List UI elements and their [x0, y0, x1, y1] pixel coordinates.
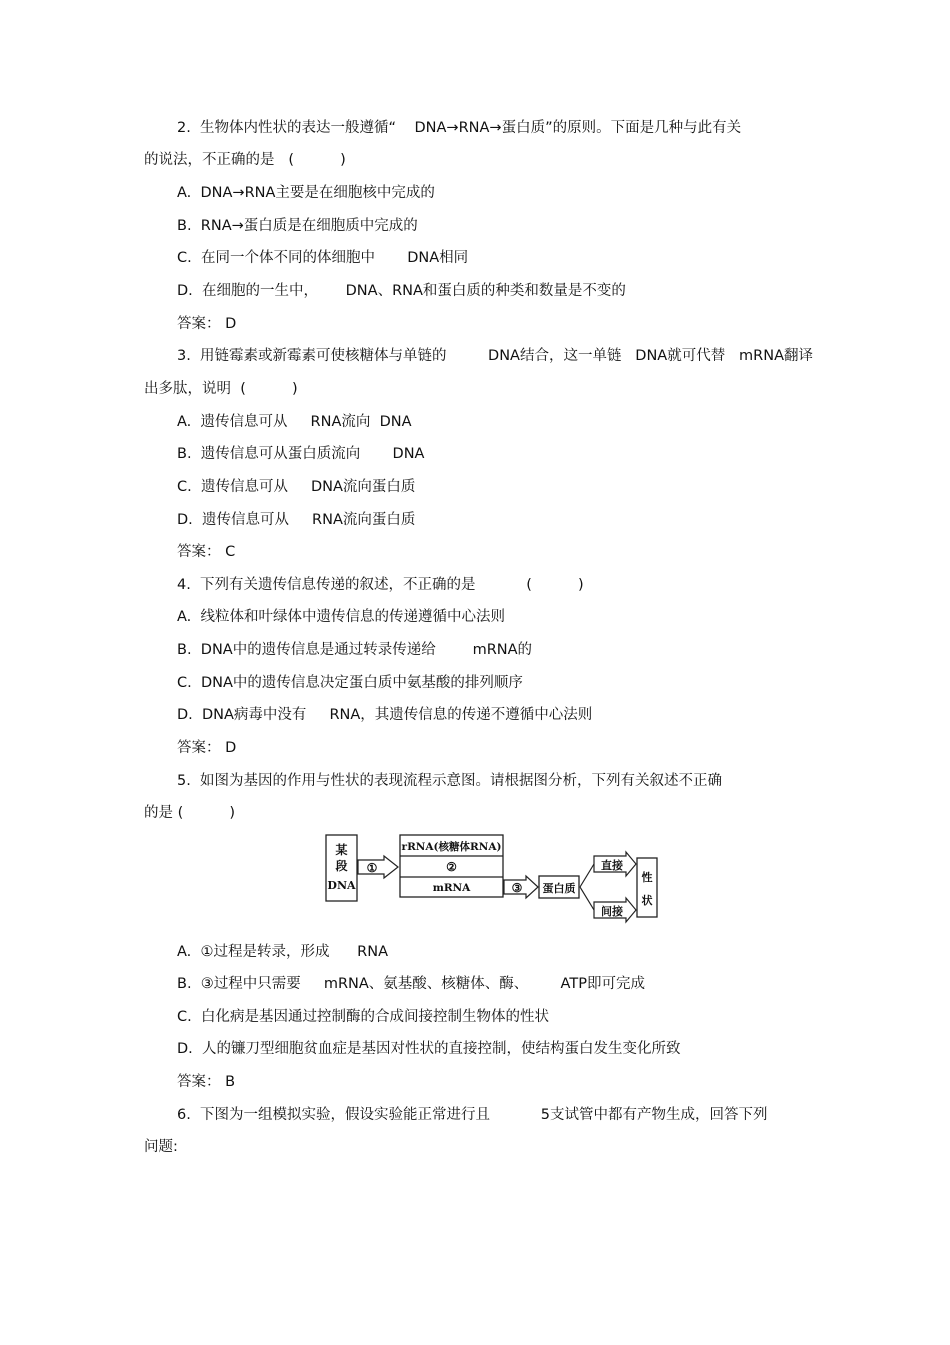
- q2-answer: 答案： D: [177, 316, 237, 332]
- q4-option-c: C. DNA中的遗传信息决定蛋白质中氨基酸的排列顺序: [177, 675, 523, 691]
- q5-option-a: A. ①过程是转录，形成 RNA: [177, 944, 388, 960]
- q3-stem-line2: 出多肽，说明 ( ): [144, 381, 298, 397]
- q3-option-c: C. 遗传信息可从 DNA流向蛋白质: [177, 479, 416, 495]
- mrna-label: mRNA: [432, 882, 471, 894]
- gene-expression-flow-diagram: [320, 828, 665, 924]
- rrna-label: rRNA(核糖体RNA): [401, 841, 502, 853]
- q5-option-c: C. 白化病是基因通过控制酶的合成间接控制生物体的性状: [177, 1009, 549, 1025]
- q4-option-d: D. DNA病毒中没有 RNA，其遗传信息的传递不遵循中心法则: [177, 707, 593, 723]
- arrow-step1: [358, 856, 398, 878]
- direct-label: 直接: [601, 859, 623, 872]
- q5-stem-line1: 5. 如图为基因的作用与性状的表现流程示意图。请根据图分析，下列有关叙述不正确: [177, 773, 723, 789]
- protein-label: 蛋白质: [542, 882, 576, 895]
- dna-box-label-2: 段: [335, 859, 348, 873]
- q5-option-b: B. ③过程中只需要 mRNA、氨基酸、核糖体、酶、 ATP即可完成: [177, 976, 645, 992]
- q2-stem-line2: 的说法，不正确的是 ( ): [144, 152, 346, 168]
- q3-option-a: A. 遗传信息可从 RNA流向 DNA: [177, 414, 412, 430]
- q5-answer: 答案： B: [177, 1074, 236, 1090]
- q3-stem-line1: 3. 用链霉素或新霉素可使核糖体与单链的 DNA结合，这一单链 DNA就可代替 mRNA翻译: [177, 348, 814, 364]
- q2-stem-line1: 2. 生物体内性状的表达一般遵循“ DNA→RNA→蛋白质”的原则。下面是几种与此有关: [177, 120, 742, 136]
- q4-answer: 答案： D: [177, 740, 237, 756]
- q5-stem-line2: 的是 ( ): [144, 805, 236, 821]
- indirect-label: 间接: [601, 905, 623, 918]
- q2-option-d: D. 在细胞的一生中， DNA、RNA和蛋白质的种类和数量是不变的: [177, 283, 626, 299]
- step2-label: ②: [446, 860, 457, 874]
- q5-option-d: D. 人的镰刀型细胞贫血症是基因对性状的直接控制，使结构蛋白发生变化所致: [177, 1041, 681, 1057]
- trait-label-1: 性: [641, 871, 653, 884]
- q6-stem-line1: 6. 下图为一组模拟实验，假设实验能正常进行且 5支试管中都有产物生成，回答下列: [177, 1107, 768, 1123]
- q3-answer: 答案： C: [177, 544, 236, 560]
- q2-option-b: B. RNA→蛋白质是在细胞质中完成的: [177, 218, 418, 234]
- q4-option-b: B. DNA中的遗传信息是通过转录传递给 mRNA的: [177, 642, 533, 658]
- dna-box-label-3: DNA: [327, 879, 356, 892]
- q6-stem-line2: 问题:: [144, 1139, 178, 1155]
- q2-option-c: C. 在同一个体不同的体细胞中 DNA相同: [177, 250, 469, 266]
- trait-box: [637, 858, 657, 917]
- step1-label: ①: [366, 861, 378, 875]
- dna-box-label-1: 某: [335, 843, 348, 857]
- q4-option-a: A. 线粒体和叶绿体中遗传信息的传递遵循中心法则: [177, 609, 505, 625]
- q3-option-b: B. 遗传信息可从蛋白质流向 DNA: [177, 446, 425, 462]
- step3-label: ③: [511, 881, 523, 895]
- q4-stem-line1: 4. 下列有关遗传信息传递的叙述，不正确的是 ( ): [177, 577, 584, 593]
- q2-option-a: A. DNA→RNA主要是在细胞核中完成的: [177, 185, 435, 201]
- trait-label-2: 状: [641, 894, 653, 907]
- q3-option-d: D. 遗传信息可从 RNA流向蛋白质: [177, 512, 416, 528]
